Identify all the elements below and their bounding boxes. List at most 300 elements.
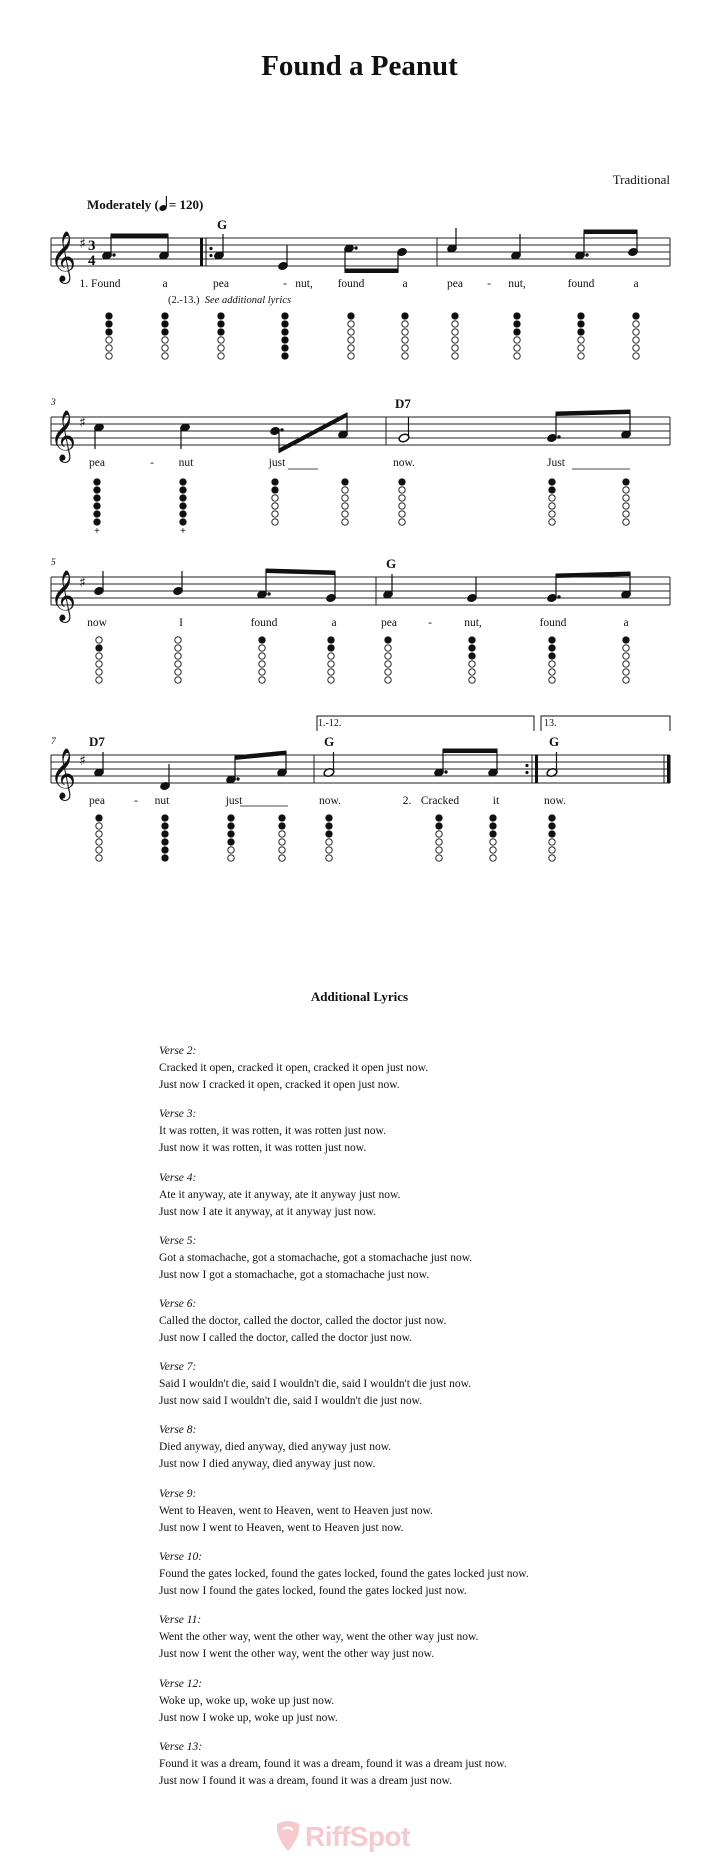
verse-line: Died anyway, died anyway, died anyway just now.	[159, 1441, 392, 1453]
closed-hole-icon	[162, 815, 168, 821]
open-hole-icon	[549, 855, 555, 861]
treble-clef-icon: 𝄞	[50, 570, 77, 621]
lyric-syllable: -	[150, 457, 154, 469]
open-hole-icon	[452, 321, 458, 327]
closed-hole-icon	[282, 337, 288, 343]
chord-symbol: G	[549, 734, 560, 749]
chord-symbol: D7	[89, 734, 105, 749]
verse-line: Said I wouldn't die, said I wouldn't die, said I wouldn't die just now.	[159, 1378, 472, 1390]
open-hole-icon	[549, 511, 555, 517]
open-hole-icon	[623, 495, 629, 501]
verse-line: Cracked it open, cracked it open, cracked it open just now.	[159, 1062, 429, 1074]
closed-hole-icon	[279, 823, 285, 829]
tin-whistle-fingering-diagram	[623, 637, 629, 683]
open-hole-icon	[348, 337, 354, 343]
lyric-syllable: found	[337, 278, 365, 290]
open-hole-icon	[623, 503, 629, 509]
verse-line: Just now I cracked it open, cracked it open just now.	[159, 1079, 400, 1091]
lyric-syllable: a	[402, 278, 408, 290]
lyric-syllable: 2.	[402, 795, 412, 807]
verse-label: Verse 9:	[159, 1488, 197, 1500]
open-hole-icon	[259, 645, 265, 651]
lyric-syllable: now.	[544, 795, 566, 807]
closed-hole-icon	[399, 479, 405, 485]
measure-number: 7	[51, 737, 56, 747]
tin-whistle-fingering-diagram	[259, 637, 265, 683]
open-hole-icon	[162, 345, 168, 351]
closed-hole-icon	[259, 637, 265, 643]
treble-clef-icon: 𝄞	[50, 410, 77, 461]
lyric-syllable: Cracked	[420, 795, 460, 807]
song-title: Found a Peanut	[261, 50, 458, 82]
measure-number: 5	[51, 558, 56, 568]
closed-hole-icon	[279, 815, 285, 821]
time-signature-bottom: 4	[88, 253, 96, 269]
tin-whistle-fingering-diagram	[96, 637, 102, 683]
verse-line: Found the gates locked, found the gates locked, found the gates locked just now.	[159, 1568, 529, 1580]
open-hole-icon	[633, 345, 639, 351]
lyric-syllable: it	[492, 795, 500, 807]
closed-hole-icon	[162, 321, 168, 327]
verse-line: Just now I found it was a dream, found it was a dream just now.	[159, 1775, 453, 1787]
verse-block	[159, 1296, 446, 1347]
open-hole-icon	[96, 847, 102, 853]
tin-whistle-fingering-diagram	[549, 815, 555, 861]
tin-whistle-fingering-diagram	[490, 815, 496, 861]
additional-lyrics-heading: Additional Lyrics	[310, 989, 409, 1004]
closed-hole-icon	[490, 823, 496, 829]
verse-line: Just now I found the gates locked, found the gates locked just now.	[159, 1585, 467, 1597]
lyric-syllable: nut,	[464, 617, 482, 629]
open-hole-icon	[399, 519, 405, 525]
lyric-syllable: found	[539, 617, 567, 629]
closed-hole-icon	[623, 637, 629, 643]
closed-hole-icon	[578, 313, 584, 319]
closed-hole-icon	[514, 329, 520, 335]
open-hole-icon	[399, 511, 405, 517]
tin-whistle-fingering-diagram	[180, 479, 186, 537]
watermark-text: RiffSpot	[305, 1821, 410, 1852]
closed-hole-icon	[228, 823, 234, 829]
verse-line: Just now I went the other way, went the other way just now.	[159, 1648, 435, 1660]
closed-hole-icon	[162, 855, 168, 861]
closed-hole-icon	[228, 815, 234, 821]
closed-hole-icon	[218, 329, 224, 335]
tin-whistle-fingering-diagram	[228, 815, 234, 861]
open-hole-icon	[328, 653, 334, 659]
closed-hole-icon	[282, 329, 288, 335]
closed-hole-icon	[549, 815, 555, 821]
overblow-plus-icon: +	[94, 526, 100, 537]
open-hole-icon	[623, 661, 629, 667]
chord-symbol: G	[386, 556, 397, 571]
tin-whistle-tab-layer	[94, 313, 639, 861]
closed-hole-icon	[514, 321, 520, 327]
open-hole-icon	[623, 519, 629, 525]
lyric-syllable: -	[487, 278, 491, 290]
lyric-syllable: pea	[89, 795, 105, 807]
closed-hole-icon	[549, 831, 555, 837]
open-hole-icon	[175, 661, 181, 667]
open-hole-icon	[175, 669, 181, 675]
closed-hole-icon	[452, 313, 458, 319]
verse-line: Just now I died anyway, died anyway just now.	[159, 1458, 376, 1470]
open-hole-icon	[623, 487, 629, 493]
verse-block	[159, 1043, 428, 1094]
verse-label: Verse 3:	[159, 1108, 197, 1120]
closed-hole-icon	[326, 831, 332, 837]
closed-hole-icon	[94, 503, 100, 509]
closed-hole-icon	[162, 823, 168, 829]
verse-line: Just now said I wouldn't die, said I wouldn't die just now.	[159, 1395, 423, 1407]
volta-label-first: 1.-12.	[318, 718, 342, 729]
verse-line: Just now I ate it anyway, at it anyway just now.	[159, 1206, 376, 1218]
composer-credit: Traditional	[612, 172, 670, 187]
verse-label: Verse 12:	[159, 1678, 203, 1690]
open-hole-icon	[175, 677, 181, 683]
closed-hole-icon	[96, 645, 102, 651]
lyric-syllable: just	[268, 457, 286, 469]
lyric-syllable: -	[134, 795, 138, 807]
closed-hole-icon	[578, 321, 584, 327]
open-hole-icon	[218, 337, 224, 343]
verse-label: Verse 11:	[159, 1614, 202, 1626]
lyric-syllable: a	[162, 278, 168, 290]
closed-hole-icon	[633, 313, 639, 319]
tin-whistle-fingering-diagram	[326, 815, 332, 861]
open-hole-icon	[578, 345, 584, 351]
tin-whistle-fingering-diagram	[328, 637, 334, 683]
open-hole-icon	[436, 847, 442, 853]
verse-label: Verse 4:	[159, 1172, 197, 1184]
closed-hole-icon	[106, 321, 112, 327]
closed-hole-icon	[94, 519, 100, 525]
tin-whistle-fingering-diagram	[272, 479, 278, 525]
open-hole-icon	[402, 353, 408, 359]
tin-whistle-fingering-diagram	[279, 815, 285, 861]
closed-hole-icon	[218, 321, 224, 327]
lyric-syllable: found	[250, 617, 278, 629]
open-hole-icon	[96, 661, 102, 667]
tin-whistle-fingering-diagram	[282, 313, 288, 359]
open-hole-icon	[259, 653, 265, 659]
closed-hole-icon	[326, 823, 332, 829]
open-hole-icon	[162, 353, 168, 359]
closed-hole-icon	[342, 479, 348, 485]
closed-hole-icon	[328, 637, 334, 643]
verse-line: Just now I woke up, woke up just now.	[159, 1712, 338, 1724]
open-hole-icon	[348, 329, 354, 335]
open-hole-icon	[490, 839, 496, 845]
time-signature-top: 3	[88, 238, 96, 254]
chord-symbol: D7	[395, 396, 411, 411]
verse-label: Verse 8:	[159, 1424, 197, 1436]
lyric-syllable: now.	[319, 795, 341, 807]
tin-whistle-fingering-diagram	[402, 313, 408, 359]
key-sharp-icon: ♯	[79, 575, 86, 591]
tin-whistle-fingering-diagram	[399, 479, 405, 525]
staff-3	[50, 569, 670, 623]
open-hole-icon	[259, 669, 265, 675]
closed-hole-icon	[162, 329, 168, 335]
open-hole-icon	[175, 653, 181, 659]
tin-whistle-fingering-diagram	[385, 637, 391, 683]
closed-hole-icon	[328, 645, 334, 651]
open-hole-icon	[549, 519, 555, 525]
open-hole-icon	[469, 661, 475, 667]
open-hole-icon	[385, 653, 391, 659]
lyric-syllable: found	[567, 278, 595, 290]
verse-block	[159, 1739, 507, 1790]
closed-hole-icon	[162, 831, 168, 837]
sheet-music-score	[0, 0, 719, 900]
open-hole-icon	[549, 661, 555, 667]
tin-whistle-fingering-diagram	[549, 479, 555, 525]
verse-block	[159, 1233, 472, 1284]
closed-hole-icon	[402, 313, 408, 319]
closed-hole-icon	[162, 839, 168, 845]
open-hole-icon	[96, 823, 102, 829]
lyric-syllable: a	[623, 617, 629, 629]
open-hole-icon	[96, 677, 102, 683]
verse-line: Just now I called the doctor, called the doctor just now.	[159, 1332, 413, 1344]
key-sharp-icon: ♯	[79, 415, 86, 431]
open-hole-icon	[228, 855, 234, 861]
tin-whistle-fingering-diagram	[452, 313, 458, 359]
open-hole-icon	[402, 345, 408, 351]
verse-label: Verse 6:	[159, 1298, 197, 1310]
open-hole-icon	[623, 669, 629, 675]
open-hole-icon	[279, 847, 285, 853]
closed-hole-icon	[180, 495, 186, 501]
key-sharp-icon: ♯	[79, 236, 86, 252]
open-hole-icon	[272, 495, 278, 501]
tin-whistle-fingering-diagram	[94, 479, 100, 537]
closed-hole-icon	[549, 653, 555, 659]
open-hole-icon	[385, 661, 391, 667]
closed-hole-icon	[549, 645, 555, 651]
open-hole-icon	[328, 677, 334, 683]
closed-hole-icon	[326, 815, 332, 821]
tin-whistle-fingering-diagram	[106, 313, 112, 359]
closed-hole-icon	[94, 479, 100, 485]
open-hole-icon	[633, 337, 639, 343]
closed-hole-icon	[549, 637, 555, 643]
treble-clef-icon: 𝄞	[50, 748, 77, 799]
lyric-syllable: a	[331, 617, 337, 629]
closed-hole-icon	[282, 321, 288, 327]
closed-hole-icon	[218, 313, 224, 319]
verse-line: Found it was a dream, found it was a dream, found it was a dream just now.	[159, 1758, 507, 1770]
verse-block	[159, 1359, 471, 1410]
open-hole-icon	[514, 353, 520, 359]
verse-line: It was rotten, it was rotten, it was rotten just now.	[159, 1125, 386, 1137]
open-hole-icon	[348, 353, 354, 359]
staff-2	[50, 410, 670, 469]
open-hole-icon	[452, 329, 458, 335]
open-hole-icon	[399, 495, 405, 501]
verse-block	[159, 1106, 386, 1157]
open-hole-icon	[399, 503, 405, 509]
open-hole-icon	[623, 511, 629, 517]
verse-block	[159, 1612, 478, 1663]
closed-hole-icon	[106, 329, 112, 335]
volta-label-second: 13.	[544, 718, 557, 729]
closed-hole-icon	[385, 637, 391, 643]
open-hole-icon	[348, 321, 354, 327]
closed-hole-icon	[282, 345, 288, 351]
open-hole-icon	[385, 669, 391, 675]
guitar-pick-icon	[274, 1820, 302, 1852]
open-hole-icon	[452, 337, 458, 343]
tin-whistle-fingering-diagram	[342, 479, 348, 525]
key-sharp-icon: ♯	[79, 753, 86, 769]
lyric-syllable: I	[179, 617, 183, 629]
open-hole-icon	[623, 653, 629, 659]
open-hole-icon	[469, 677, 475, 683]
open-hole-icon	[633, 321, 639, 327]
open-hole-icon	[549, 503, 555, 509]
open-hole-icon	[328, 669, 334, 675]
lyric-syllable: nut	[178, 457, 194, 469]
open-hole-icon	[399, 487, 405, 493]
open-hole-icon	[326, 855, 332, 861]
closed-hole-icon	[272, 479, 278, 485]
lyric-syllable: now.	[393, 457, 415, 469]
open-hole-icon	[218, 353, 224, 359]
open-hole-icon	[385, 677, 391, 683]
closed-hole-icon	[490, 815, 496, 821]
open-hole-icon	[578, 337, 584, 343]
open-hole-icon	[272, 511, 278, 517]
verse-line: Went the other way, went the other way, went the other way just now.	[159, 1631, 479, 1643]
closed-hole-icon	[228, 839, 234, 845]
open-hole-icon	[490, 855, 496, 861]
open-hole-icon	[514, 345, 520, 351]
open-hole-icon	[96, 839, 102, 845]
open-hole-icon	[342, 519, 348, 525]
verse-label: Verse 7:	[159, 1361, 197, 1373]
open-hole-icon	[623, 677, 629, 683]
open-hole-icon	[549, 669, 555, 675]
verse-label: Verse 10:	[159, 1551, 203, 1563]
open-hole-icon	[175, 645, 181, 651]
tin-whistle-fingering-diagram	[162, 313, 168, 359]
closed-hole-icon	[180, 511, 186, 517]
lyric-syllable: -	[283, 278, 287, 290]
closed-hole-icon	[549, 487, 555, 493]
verse-line: Woke up, woke up, woke up just now.	[159, 1695, 335, 1707]
verse-label: Verse 5:	[159, 1235, 197, 1247]
closed-hole-icon	[96, 815, 102, 821]
verse-line: Got a stomachache, got a stomachache, got a stomachache just now.	[159, 1252, 473, 1264]
open-hole-icon	[96, 669, 102, 675]
closed-hole-icon	[106, 313, 112, 319]
open-hole-icon	[549, 495, 555, 501]
open-hole-icon	[452, 345, 458, 351]
open-hole-icon	[106, 337, 112, 343]
verse-label: Verse 2:	[159, 1045, 197, 1057]
closed-hole-icon	[180, 487, 186, 493]
open-hole-icon	[175, 637, 181, 643]
verse-block	[159, 1486, 433, 1537]
lyric-syllable: -	[428, 617, 432, 629]
verse-line: Just now I went to Heaven, went to Heaven just now.	[159, 1522, 404, 1534]
closed-hole-icon	[469, 653, 475, 659]
open-hole-icon	[549, 839, 555, 845]
open-hole-icon	[96, 831, 102, 837]
open-hole-icon	[342, 503, 348, 509]
tin-whistle-fingering-diagram	[96, 815, 102, 861]
closed-hole-icon	[162, 313, 168, 319]
tin-whistle-fingering-diagram	[578, 313, 584, 359]
closed-hole-icon	[514, 313, 520, 319]
lyric-syllable: now	[87, 617, 107, 629]
open-hole-icon	[490, 847, 496, 853]
open-hole-icon	[436, 839, 442, 845]
open-hole-icon	[348, 345, 354, 351]
closed-hole-icon	[436, 823, 442, 829]
lyric-syllable: just	[225, 795, 243, 807]
tin-whistle-fingering-diagram	[469, 637, 475, 683]
closed-hole-icon	[282, 313, 288, 319]
open-hole-icon	[452, 353, 458, 359]
open-hole-icon	[272, 503, 278, 509]
tin-whistle-fingering-diagram	[348, 313, 354, 359]
open-hole-icon	[326, 847, 332, 853]
staff-1	[50, 228, 670, 284]
open-hole-icon	[106, 353, 112, 359]
chord-symbol: G	[324, 734, 335, 749]
closed-hole-icon	[282, 353, 288, 359]
open-hole-icon	[402, 329, 408, 335]
tempo-bpm: = 120)	[168, 197, 204, 212]
verse-line: Ate it anyway, ate it anyway, ate it anyway just now.	[159, 1189, 401, 1201]
open-hole-icon	[162, 337, 168, 343]
open-hole-icon	[549, 677, 555, 683]
closed-hole-icon	[180, 479, 186, 485]
closed-hole-icon	[94, 495, 100, 501]
open-hole-icon	[549, 847, 555, 853]
closed-hole-icon	[180, 519, 186, 525]
lyric-syllable: a	[633, 278, 639, 290]
closed-hole-icon	[94, 487, 100, 493]
treble-clef-icon: 𝄞	[50, 231, 77, 282]
open-hole-icon	[436, 831, 442, 837]
open-hole-icon	[228, 847, 234, 853]
verse-line: Called the doctor, called the doctor, called the doctor just now.	[159, 1315, 447, 1327]
closed-hole-icon	[94, 511, 100, 517]
tin-whistle-fingering-diagram	[162, 815, 168, 861]
open-hole-icon	[259, 661, 265, 667]
open-hole-icon	[96, 653, 102, 659]
lyric-syllable: pea	[89, 457, 105, 469]
lyric-syllable: nut,	[295, 278, 313, 290]
riffspot-watermark	[274, 1820, 410, 1853]
verse-line: Just now I got a stomachache, got a stomachache just now.	[159, 1269, 430, 1281]
staff-4	[50, 716, 671, 806]
verse-block	[159, 1676, 338, 1727]
tin-whistle-fingering-diagram	[436, 815, 442, 861]
open-hole-icon	[96, 855, 102, 861]
open-hole-icon	[342, 511, 348, 517]
open-hole-icon	[623, 645, 629, 651]
closed-hole-icon	[549, 823, 555, 829]
open-hole-icon	[402, 337, 408, 343]
lyric-syllable: Just	[547, 457, 565, 469]
verse-line: Went to Heaven, went to Heaven, went to Heaven just now.	[159, 1505, 433, 1517]
closed-hole-icon	[162, 847, 168, 853]
